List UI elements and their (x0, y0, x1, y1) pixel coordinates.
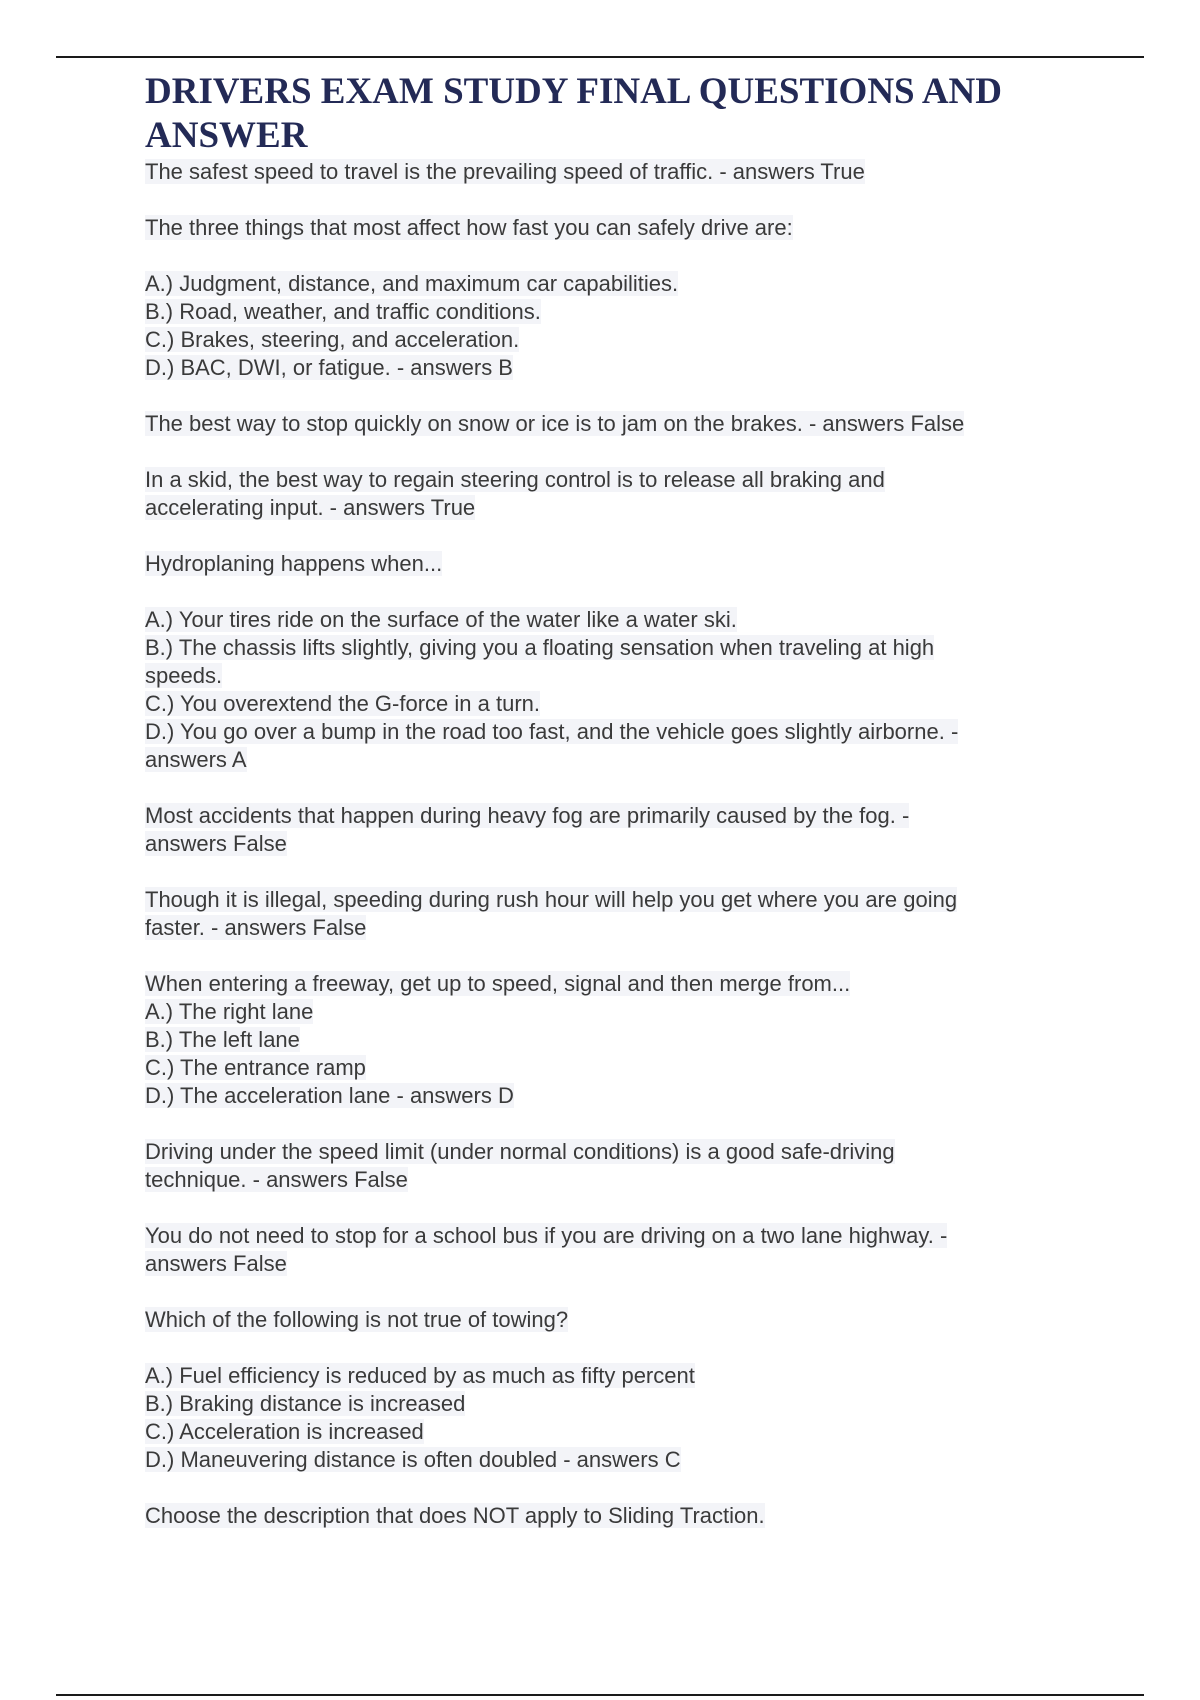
qa-line (145, 1166, 1075, 1194)
qa-line (145, 606, 1075, 634)
qa-line (145, 1138, 1075, 1166)
qa-text: Choose the description that does NOT apply to Sliding Traction. (145, 1503, 765, 1528)
qa-text: A.) The right lane (145, 999, 314, 1024)
qa-line (145, 998, 1075, 1026)
qa-line (145, 494, 1075, 522)
qa-block (145, 1306, 1075, 1334)
qa-text: Hydroplaning happens when... (145, 551, 443, 576)
qa-line (145, 354, 1075, 382)
qa-line (145, 298, 1075, 326)
qa-line (145, 970, 1075, 998)
qa-text: D.) You go over a bump in the road too fast, and the vehicle goes slightly airborne. - (145, 719, 959, 744)
qa-list (145, 158, 1075, 1530)
qa-line (145, 746, 1075, 774)
qa-line (145, 1502, 1075, 1530)
qa-line (145, 270, 1075, 298)
qa-text: D.) BAC, DWI, or fatigue. - answers B (145, 355, 513, 380)
qa-line (145, 326, 1075, 354)
qa-block (145, 550, 1075, 578)
qa-line (145, 1446, 1075, 1474)
qa-block (145, 1362, 1075, 1474)
qa-line (145, 466, 1075, 494)
qa-text: faster. - answers False (145, 915, 367, 940)
qa-text: B.) Road, weather, and traffic conditions. (145, 299, 541, 324)
qa-text: C.) You overextend the G-force in a turn. (145, 691, 541, 716)
qa-line (145, 1026, 1075, 1054)
qa-block (145, 270, 1075, 382)
qa-block (145, 970, 1075, 1110)
qa-text: answers False (145, 831, 287, 856)
qa-text: D.) Maneuvering distance is often doubled - answers C (145, 1447, 681, 1472)
qa-block (145, 1222, 1075, 1278)
qa-text: B.) Braking distance is increased (145, 1391, 466, 1416)
qa-line (145, 214, 1075, 242)
qa-line (145, 802, 1075, 830)
qa-line (145, 886, 1075, 914)
qa-text: A.) Fuel efficiency is reduced by as much as fifty percent (145, 1363, 695, 1388)
qa-line (145, 662, 1075, 690)
qa-line (145, 1306, 1075, 1334)
qa-text: Driving under the speed limit (under normal conditions) is a good safe-driving (145, 1139, 895, 1164)
qa-line (145, 158, 1075, 186)
qa-text: B.) The chassis lifts slightly, giving you a floating sensation when traveling at high (145, 635, 935, 660)
qa-text: C.) The entrance ramp (145, 1055, 366, 1080)
qa-line (145, 1054, 1075, 1082)
qa-text: A.) Judgment, distance, and maximum car capabilities. (145, 271, 679, 296)
qa-text: speeds. (145, 663, 223, 688)
qa-line (145, 1362, 1075, 1390)
top-divider (56, 56, 1144, 58)
qa-block (145, 1138, 1075, 1194)
qa-text: accelerating input. - answers True (145, 495, 476, 520)
qa-text: answers False (145, 1251, 287, 1276)
qa-text: C.) Brakes, steering, and acceleration. (145, 327, 520, 352)
qa-text: Which of the following is not true of towing? (145, 1307, 569, 1332)
document-body (145, 70, 1075, 1558)
qa-line (145, 690, 1075, 718)
qa-block (145, 410, 1075, 438)
qa-line (145, 830, 1075, 858)
qa-text: The best way to stop quickly on snow or ice is to jam on the brakes. - answers False (145, 411, 965, 436)
qa-line (145, 410, 1075, 438)
qa-text: You do not need to stop for a school bus if you are driving on a two lane highway. - (145, 1223, 948, 1248)
qa-line (145, 718, 1075, 746)
qa-block (145, 466, 1075, 522)
qa-block (145, 158, 1075, 186)
qa-text: When entering a freeway, get up to speed, signal and then merge from... (145, 971, 851, 996)
qa-block (145, 606, 1075, 774)
qa-block (145, 886, 1075, 942)
qa-text: The safest speed to travel is the prevailing speed of traffic. - answers True (145, 159, 865, 184)
qa-text: In a skid, the best way to regain steering control is to release all braking and (145, 467, 885, 492)
qa-text: Though it is illegal, speeding during rush hour will help you get where you are going (145, 887, 958, 912)
qa-text: B.) The left lane (145, 1027, 300, 1052)
qa-line (145, 1418, 1075, 1446)
qa-text: technique. - answers False (145, 1167, 408, 1192)
qa-text: Most accidents that happen during heavy fog are primarily caused by the fog. - (145, 803, 910, 828)
qa-text: The three things that most affect how fast you can safely drive are: (145, 215, 793, 240)
document-title: DRIVERS EXAM STUDY FINAL QUESTIONS AND ANSWER (145, 71, 1002, 156)
qa-text: answers A (145, 747, 247, 772)
qa-line (145, 1222, 1075, 1250)
qa-line (145, 1390, 1075, 1418)
qa-line (145, 1250, 1075, 1278)
qa-block (145, 1502, 1075, 1530)
qa-block (145, 214, 1075, 242)
qa-line (145, 1082, 1075, 1110)
qa-text: D.) The acceleration lane - answers D (145, 1083, 514, 1108)
bottom-divider (56, 1694, 1144, 1696)
qa-line (145, 914, 1075, 942)
qa-text: C.) Acceleration is increased (145, 1419, 424, 1444)
qa-block (145, 802, 1075, 858)
qa-line (145, 634, 1075, 662)
qa-line (145, 550, 1075, 578)
qa-text: A.) Your tires ride on the surface of the water like a water ski. (145, 607, 737, 632)
